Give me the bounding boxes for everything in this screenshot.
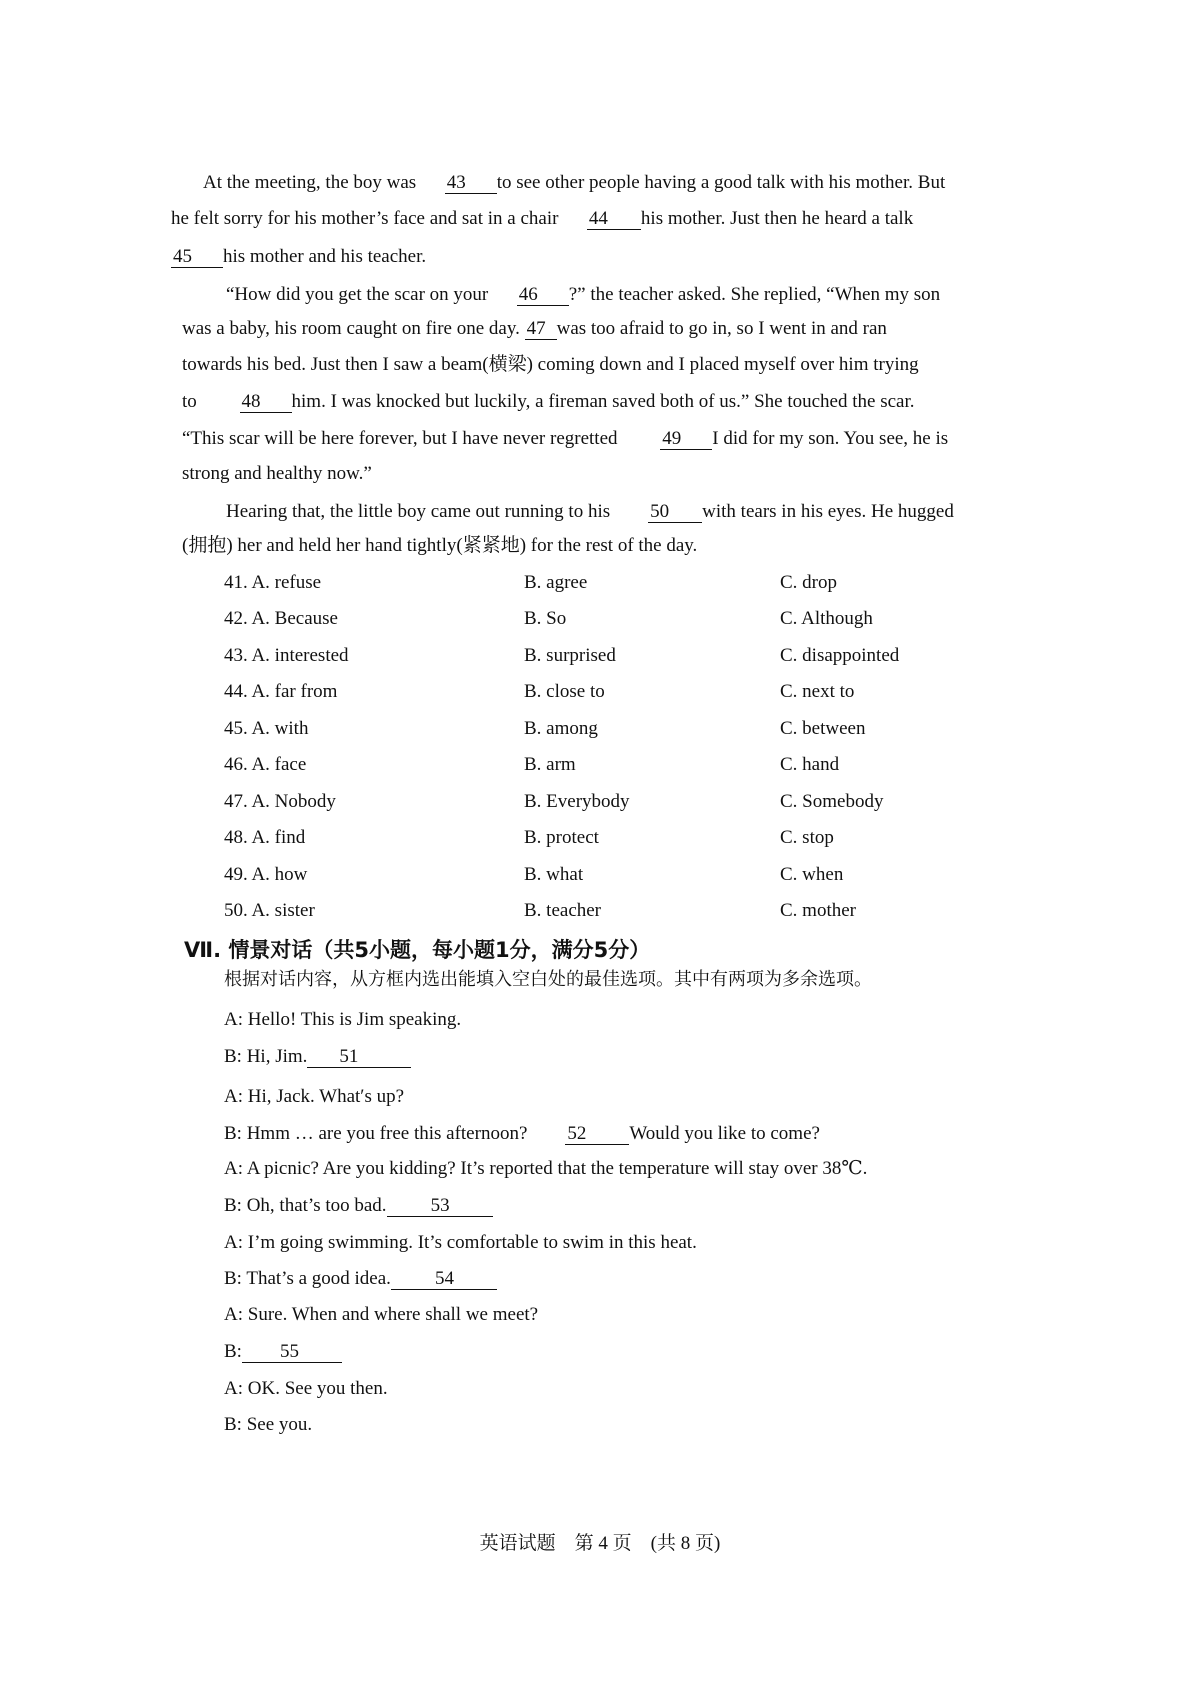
dialogue-line: A: I’m going swimming. It’s comfortable to swim in this heat. [224,1232,697,1253]
option-a: 43. A. interested [224,645,349,666]
dialogue-line: A: Sure. When and where shall we meet? [224,1304,539,1325]
dialogue-line: A: Hello! This is Jim speaking. [224,1009,462,1030]
option-c: C. next to [780,681,855,702]
passage-line: “This scar will be here forever, but I have never regretted 49 I did for my son. You see, he is [182,428,949,449]
passage-line: towards his bed. Just then I saw a beam(横梁) coming down and I placed myself over him trying [182,354,919,375]
blank-54: 54 [391,1269,497,1290]
option-c: C. between [780,718,866,739]
option-b: B. what [524,864,584,885]
option-a: 49. A. how [224,864,308,885]
dialogue-line: B: See you. [224,1414,313,1435]
option-c: C. disappointed [780,645,900,666]
option-b: B. protect [524,827,599,848]
option-a: 44. A. far from [224,681,338,702]
passage-line: “How did you get the scar on your 46 ?” the teacher asked. She replied, “When my son [226,284,941,305]
dialogue-line: B: 55 [224,1340,342,1364]
blank-49: 49 [660,429,712,450]
dialogue-line: A: OK. See you then. [224,1378,388,1399]
passage-line: strong and healthy now.” [182,463,372,484]
option-c: C. stop [780,827,834,848]
blank-43: 43 [445,173,497,194]
option-c: C. drop [780,572,837,593]
section-instruction: 根据对话内容，从方框内选出能填入空白处的最佳选项。其中有两项为多余选项。 [224,969,872,990]
blank-44: 44 [587,209,641,230]
passage-line: to 48 him. I was knocked but luckily, a fireman saved both of us.” She touched the scar. [182,391,915,412]
blank-55: 55 [242,1342,342,1363]
option-a: 48. A. find [224,827,306,848]
option-a: 47. A. Nobody [224,791,336,812]
option-c: C. mother [780,900,856,921]
section-title: Ⅶ. 情景对话（共5小题，每小题1分，满分5分） [184,938,651,962]
option-a: 50. A. sister [224,900,315,921]
option-c: C. Somebody [780,791,884,812]
dialogue-line: B: Hi, Jim. 51 [224,1045,411,1069]
page-footer: 英语试题 第 4 页 (共 8 页) [479,1533,721,1554]
blank-51: 51 [307,1047,411,1068]
dialogue-line: B: Hmm … are you free this afternoon? 52 Would you like to come? [224,1123,820,1144]
option-a: 45. A. with [224,718,309,739]
option-b: B. Everybody [524,791,630,812]
blank-52: 52 [565,1124,629,1145]
option-a: 41. A. refuse [224,572,322,593]
passage-line: Hearing that, the little boy came out running to his 50 with tears in his eyes. He hugged [226,501,954,522]
option-b: B. among [524,718,598,739]
dialogue-line: A: A picnic? Are you kidding? It’s reported that the temperature will stay over 38℃. [224,1158,868,1179]
option-c: C. Although [780,608,873,629]
passage-line: (拥抱) her and held her hand tightly(紧紧地) for the rest of the day. [182,535,698,556]
option-c: C. when [780,864,844,885]
dialogue-line: A: Hi, Jack. What′s up? [224,1086,405,1107]
passage-line: 45 his mother and his teacher. [173,246,427,267]
passage-line: he felt sorry for his mother’s face and sat in a chair 44 his mother. Just then he heard a talk [171,208,914,229]
option-b: B. surprised [524,645,616,666]
option-b: B. agree [524,572,588,593]
blank-46: 46 [517,285,569,306]
blank-47: 47 [525,319,557,340]
blank-50: 50 [648,502,702,523]
option-a: 42. A. Because [224,608,338,629]
passage-line: At the meeting, the boy was 43 to see other people having a good talk with his mother. But [203,172,946,193]
passage-line: was a baby, his room caught on fire one day. 47 was too afraid to go in, so I went in and ran [182,318,887,339]
option-b: B. close to [524,681,605,702]
option-c: C. hand [780,754,840,775]
dialogue-line: B: That’s a good idea. 54 [224,1267,497,1291]
blank-45: 45 [171,247,223,268]
blank-53: 53 [387,1196,493,1217]
option-b: B. So [524,608,567,629]
option-b: B. teacher [524,900,602,921]
option-b: B. arm [524,754,576,775]
dialogue-line: B: Oh, that’s too bad. 53 [224,1194,493,1218]
blank-48: 48 [240,392,292,413]
option-a: 46. A. face [224,754,307,775]
